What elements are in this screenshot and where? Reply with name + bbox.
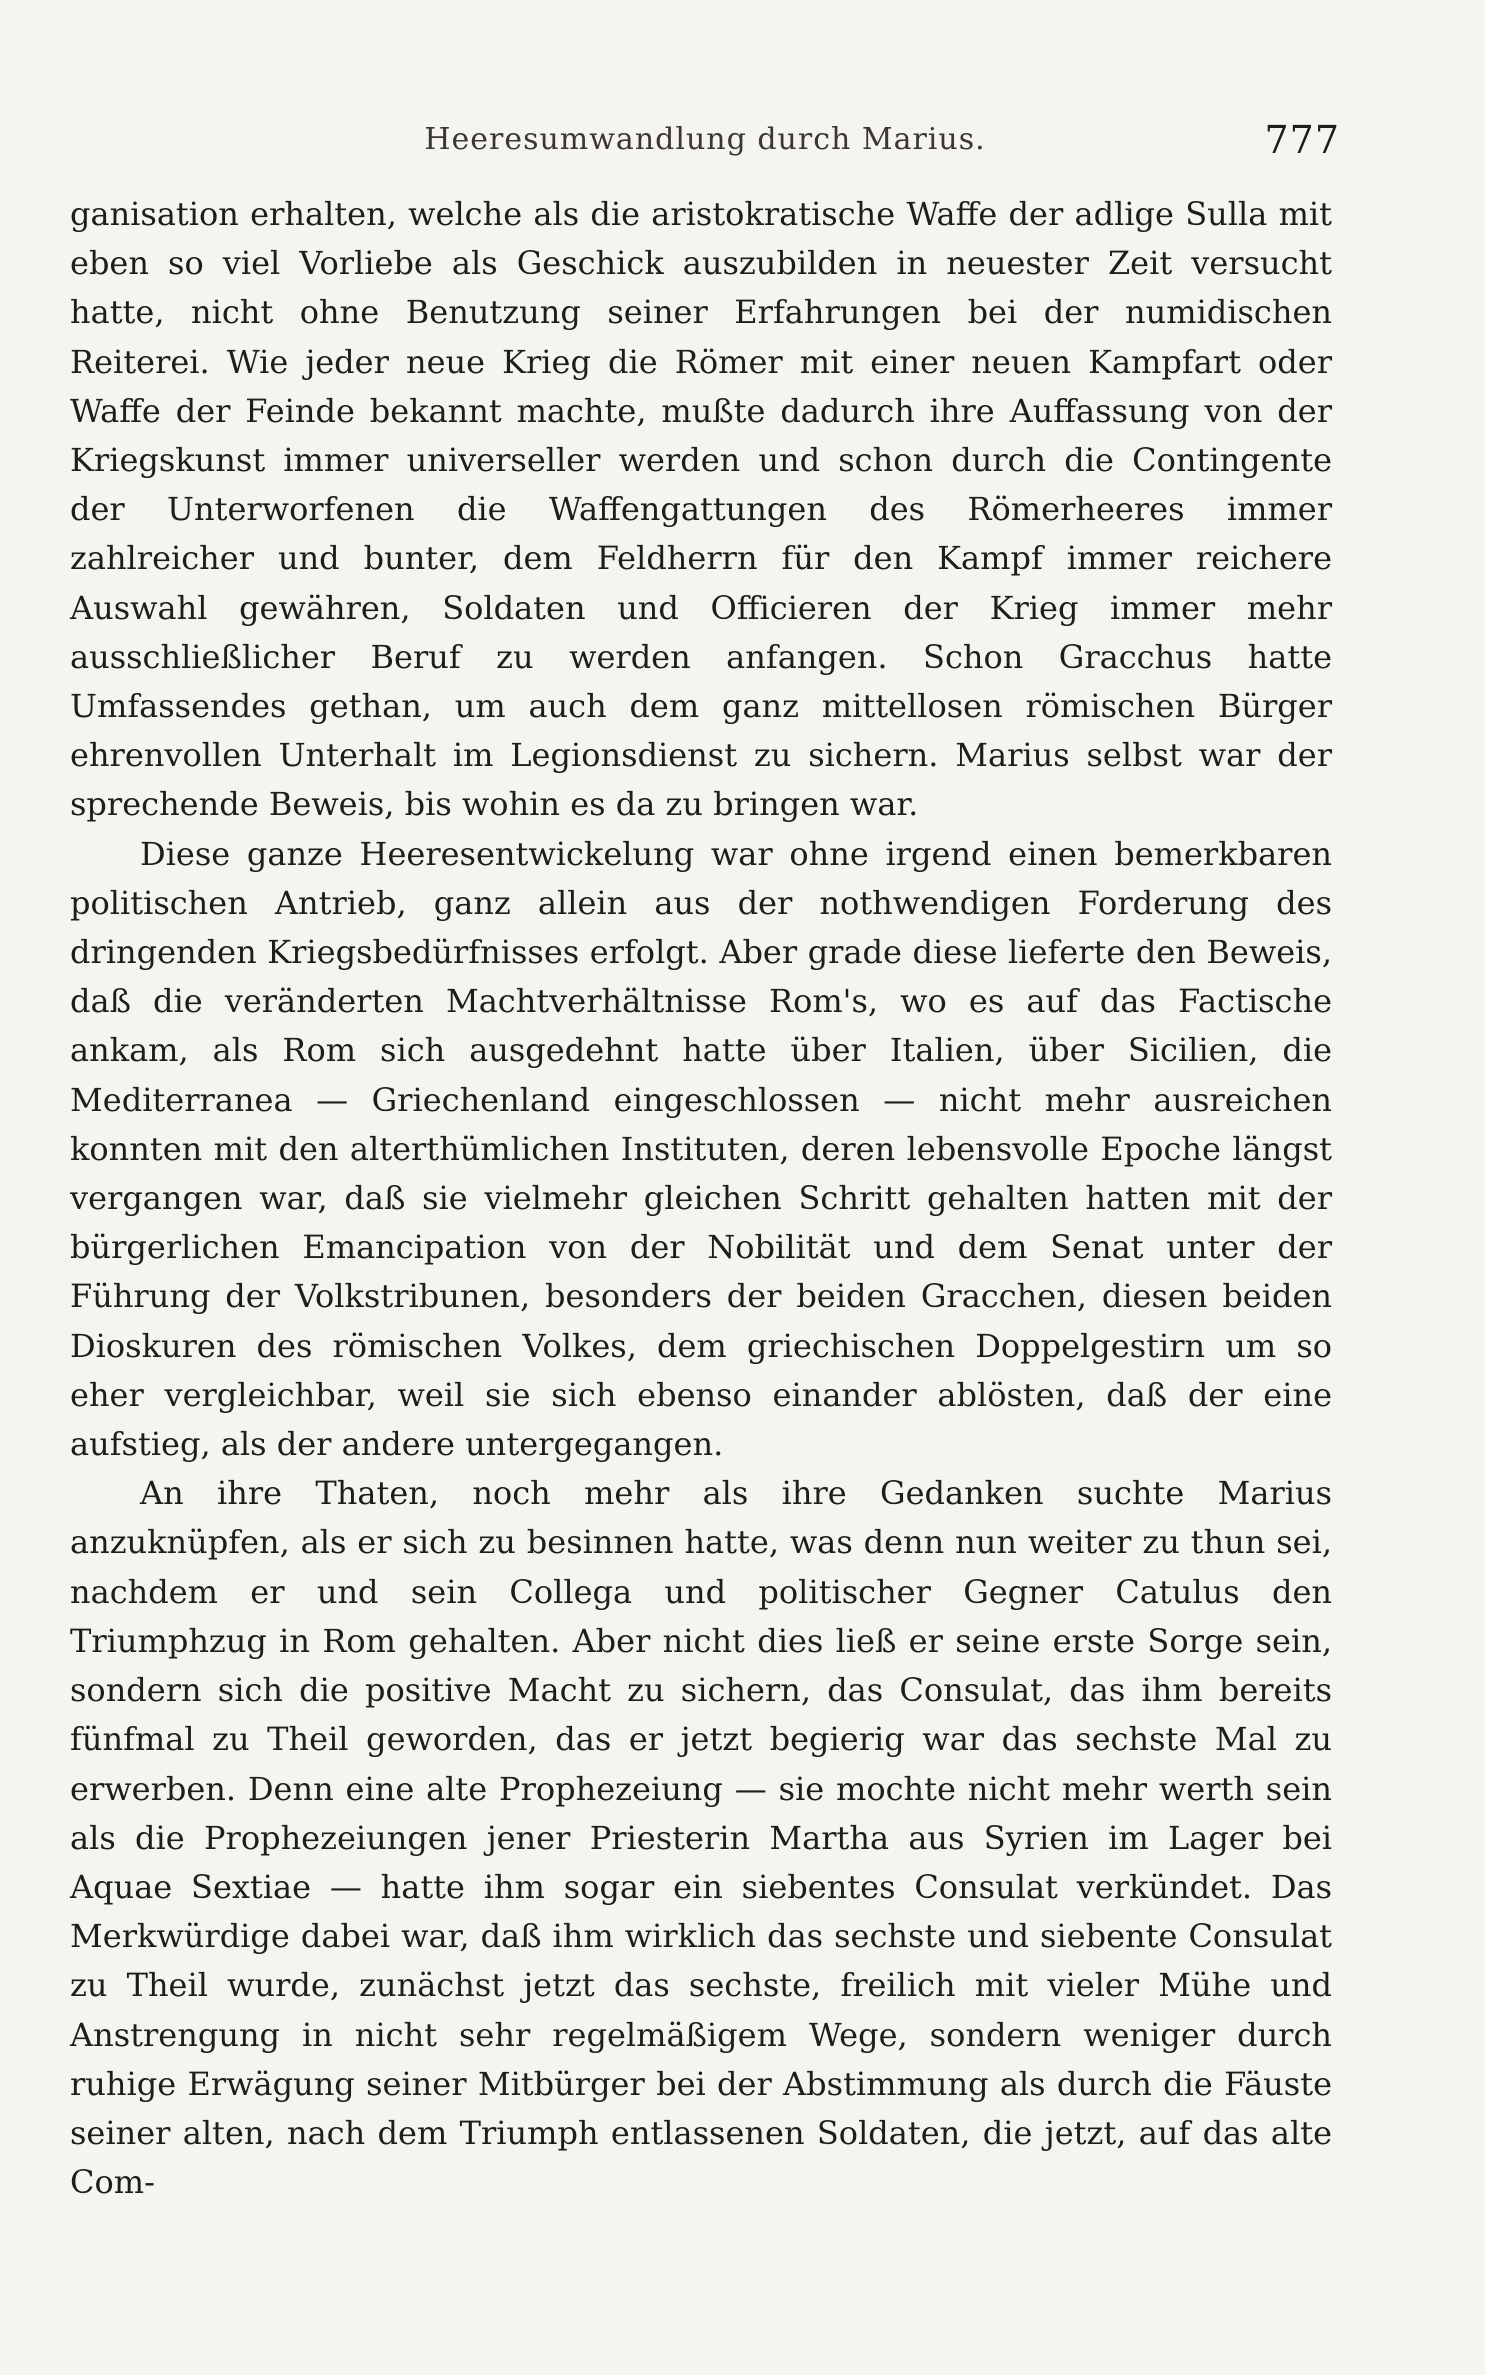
header-title: Heeresumwandlung durch Marius. — [424, 122, 986, 157]
paragraph-3: An ihre Thaten, noch mehr als ihre Gedanken suchte Marius anzuknüpfen, als er sich zu besinnen hatte, was denn nun weiter zu thun sei, nachdem er und sein Collega und politischer Gegner Catulus den Triumphzug in Rom gehalten. Aber nicht dies ließ er seine erste Sorge sein, sondern sich die positive Macht zu sichern, das Consulat, das ihm bereits fünfmal zu Theil geworden, das er jetzt begierig war das sechste Mal zu erwerben. Denn eine alte Prophezeiung — sie mochte nicht mehr werth sein als die Prophezeiungen jener Priesterin Martha aus Syrien im Lager bei Aquae Sextiae — hatte ihm sogar ein siebentes Consulat verkündet. Das Merkwürdige dabei war, daß ihm wirklich das sechste und siebente Consulat zu Theil wurde, zunächst jetzt das sechste, freilich mit vieler Mühe und Anstrengung in nicht sehr regelmäßigem Wege, sondern weniger durch ruhige Erwägung seiner Mitbürger bei der Abstimmung als durch die Fäuste seiner alten, nach dem Triumph entlassenen Soldaten, die jetzt, auf das alte Com- — [70, 1474, 1332, 2202]
page-number: 777 — [1264, 118, 1340, 162]
paragraph-2: Diese ganze Heeresentwickelung war ohne irgend einen bemerkbaren politischen Antrieb, ganz allein aus der nothwendigen Forderung des dringenden Kriegsbedürfnisses erfolgt. Aber grade diese lieferte den Beweis, daß die veränderten Machtverhältnisse Rom's, wo es auf das Factische ankam, als Rom sich ausgedehnt hatte über Italien, über Sicilien, die Mediterranea — Griechenland eingeschlossen — nicht mehr ausreichen konnten mit den alterthümlichen Instituten, deren lebensvolle Epoche längst vergangen war, daß sie vielmehr gleichen Schritt gehalten hatten mit der bürgerlichen Emancipation von der Nobilität und dem Senat unter der Führung der Volkstribunen, besonders der beiden Gracchen, diesen beiden Dioskuren des römischen Volkes, dem griechischen Doppelgestirn um so eher vergleichbar, weil sie sich ebenso einander ablösten, daß der eine aufstieg, als der andere untergegangen. — [70, 834, 1332, 1464]
running-head — [70, 118, 1340, 168]
body-text — [70, 190, 1332, 2207]
paragraph-1: ganisation erhalten, welche als die aristokratische Waffe der adlige Sulla mit eben so viel Vorliebe als Geschick auszubilden in neuester Zeit versucht hatte, nicht ohne Benutzung seiner Erfahrungen bei der numidischen Reiterei. Wie jeder neue Krieg die Römer mit einer neuen Kampfart oder Waffe der Feinde bekannt machte, mußte dadurch ihre Auffassung von der Kriegskunst immer universeller werden und schon durch die Contingente der Unterworfenen die Waffengattungen des Römerheeres immer zahlreicher und bunter, dem Feldherrn für den Kampf immer reichere Auswahl gewähren, Soldaten und Officieren der Krieg immer mehr ausschließlicher Beruf zu werden anfangen. Schon Gracchus hatte Umfassendes gethan, um auch dem ganz mittellosen römischen Bürger ehrenvollen Unterhalt im Legionsdienst zu sichern. Marius selbst war der sprechende Beweis, bis wohin es da zu bringen war. — [70, 195, 1332, 824]
